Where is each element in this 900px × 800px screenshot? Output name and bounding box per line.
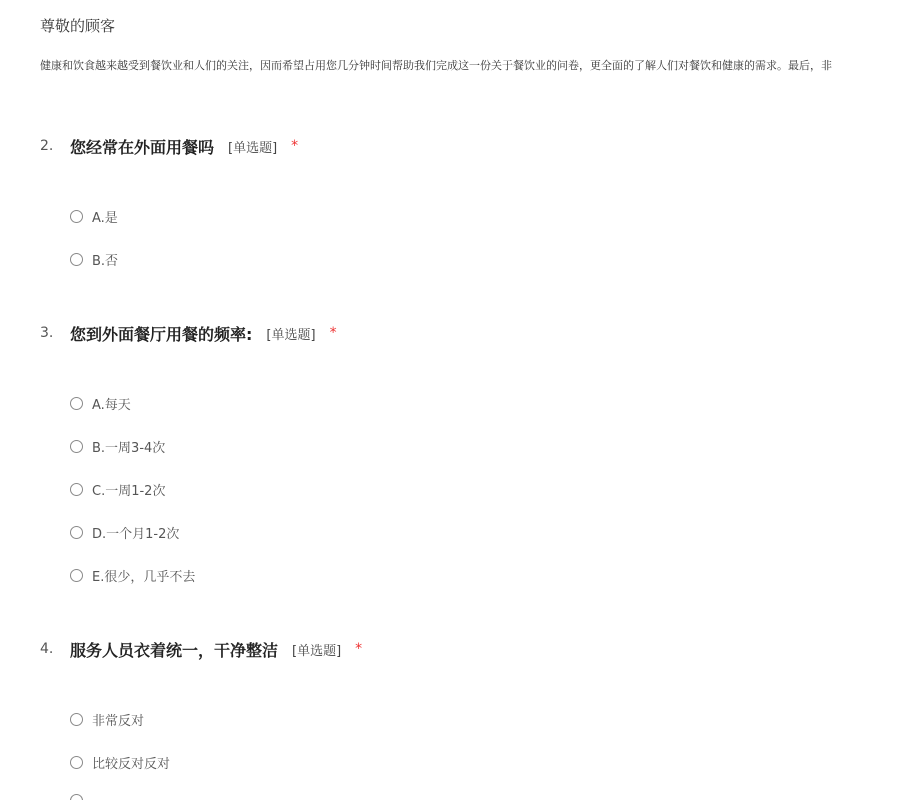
option-label: A.是: [92, 210, 118, 226]
radio-button[interactable]: [70, 526, 83, 539]
question-number: 2.: [40, 138, 54, 154]
option-label: B.否: [92, 253, 119, 269]
question-2-header: [40, 134, 298, 158]
question-type-label: [单选题]: [228, 140, 278, 156]
radio-button[interactable]: [70, 210, 83, 223]
option-label: E.很少，几乎不去: [92, 569, 196, 585]
question-title: 服务人员衣着统一，干净整洁: [70, 640, 279, 660]
question-3-header: [40, 321, 337, 345]
required-asterisk: *: [355, 641, 363, 657]
question-type-label: [单选题]: [266, 327, 316, 343]
option-label: C.一周1-2次: [92, 483, 166, 499]
option-q4-a[interactable]: [70, 709, 144, 729]
radio-button[interactable]: [70, 253, 83, 266]
option-q3-c[interactable]: [70, 479, 165, 499]
option-label: D.一个月1-2次: [92, 526, 180, 542]
radio-button[interactable]: [70, 397, 83, 410]
required-asterisk: *: [329, 325, 337, 341]
question-number: 3.: [40, 325, 54, 341]
radio-button[interactable]: [70, 713, 83, 726]
radio-button[interactable]: [70, 440, 83, 453]
survey-intro: 健康和饮食越来越受到餐饮业和人们的关注，因而希望占用您几分钟时间帮助我们完成这一份关于餐饮业的问卷，更全面的了解人们对餐饮和健康的需求。最后，非: [40, 59, 832, 72]
option-q3-d[interactable]: [70, 522, 179, 542]
radio-button[interactable]: [70, 569, 83, 582]
question-number: 4.: [40, 641, 54, 657]
option-q2-b[interactable]: [70, 249, 118, 269]
required-asterisk: *: [291, 138, 299, 154]
radio-button[interactable]: [70, 483, 83, 496]
option-q3-a[interactable]: [70, 393, 131, 413]
question-type-label: [单选题]: [292, 643, 342, 659]
question-title: 您经常在外面用餐吗: [70, 137, 215, 157]
option-label: 比较反对反对: [92, 756, 171, 772]
radio-button[interactable]: [70, 756, 83, 769]
option-q3-b[interactable]: [70, 436, 165, 456]
option-label: A.每天: [92, 397, 131, 413]
option-label: B.一周3-4次: [92, 440, 166, 456]
option-q3-e[interactable]: [70, 565, 195, 585]
option-q4-c-partial[interactable]: [70, 790, 83, 800]
radio-button[interactable]: [70, 794, 83, 800]
option-label: 非常反对: [92, 713, 145, 729]
question-4-header: [40, 637, 362, 661]
option-q4-b[interactable]: [70, 752, 170, 772]
question-title: 您到外面餐厅用餐的频率:: [70, 324, 253, 344]
greeting-heading: 尊敬的顾客: [40, 17, 116, 35]
option-q2-a[interactable]: [70, 206, 118, 226]
